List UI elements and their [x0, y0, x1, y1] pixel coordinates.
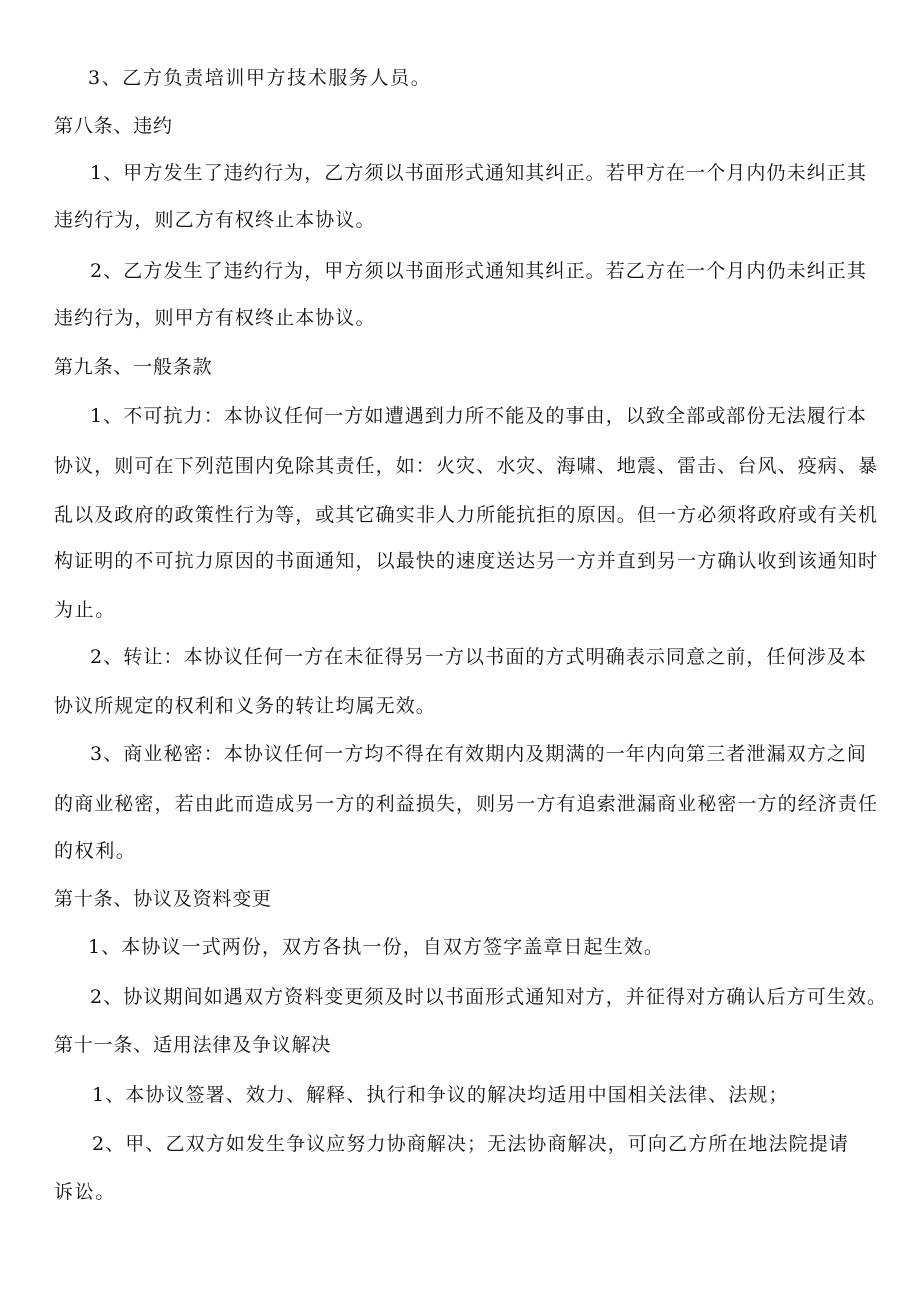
article-9-item-1-line-2: 协议，则可在下列范围内免除其责任，如：火灾、水灾、海啸、地震、雷击、台风、疫病、暴 — [54, 455, 879, 477]
article-10-item-2: 2、协议期间如遇双方资料变更须及时以书面形式通知对方，并征得对方确认后方可生效。 — [90, 986, 888, 1008]
article-9-item-1-line-5: 为止。 — [54, 599, 116, 621]
article-11-item-2-line-1: 2、甲、乙双方如发生争议应努力协商解决；无法协商解决，可向乙方所在地法院提请 — [92, 1133, 849, 1155]
article-8-heading: 第八条、违约 — [54, 115, 173, 137]
article-9-item-1-line-4: 构证明的不可抗力原因的书面通知，以最快的速度送达另一方并直到另一方确认收到该通知时 — [54, 550, 879, 572]
article-8-item-2-line-1: 2、乙方发生了违约行为，甲方须以书面形式通知其纠正。若乙方在一个月内仍未纠正其 — [90, 260, 867, 282]
article-8-item-1-line-2: 违约行为，则乙方有权终止本协议。 — [54, 209, 376, 231]
article-11-heading: 第十一条、适用法律及争议解决 — [54, 1034, 332, 1056]
article-8-item-1-line-1: 1、甲方发生了违约行为，乙方须以书面形式通知其纠正。若甲方在一个月内仍未纠正其 — [90, 162, 867, 184]
article-9-heading: 第九条、一般条款 — [54, 356, 213, 378]
article-9-item-3-line-1: 3、商业秘密：本协议任何一方均不得在有效期内及期满的一年内向第三者泄漏双方之间 — [90, 743, 867, 765]
article-11-item-1: 1、本协议签署、效力、解释、执行和争议的解决均适用中国相关法律、法规； — [92, 1084, 789, 1106]
article-9-item-1-line-3: 乱以及政府的政策性行为等，或其它确实非人力所能抗拒的原因。但一方必须将政府或有关机 — [54, 504, 879, 526]
article-10-item-1: 1、本协议一式两份，双方各执一份，自双方签字盖章日起生效。 — [88, 936, 664, 958]
article-8-item-2-line-2: 违约行为，则甲方有权终止本协议。 — [54, 307, 376, 329]
article-11-item-2-line-2: 诉讼。 — [54, 1181, 116, 1203]
article-9-item-2-line-2: 协议所规定的权利和义务的转让均属无效。 — [54, 695, 436, 717]
article-9-item-2-line-1: 2、转让：本协议任何一方在未征得另一方以书面的方式明确表示同意之前，任何涉及本 — [90, 646, 867, 668]
article-10-heading: 第十条、协议及资料变更 — [54, 888, 272, 910]
article-9-item-1-line-1: 1、不可抗力：本协议任何一方如遭遇到力所不能及的事由，以致全部或部份无法履行本 — [90, 405, 867, 427]
clause-7-item-3: 3、乙方负责培训甲方技术服务人员。 — [88, 67, 432, 89]
article-9-item-3-line-3: 的权利。 — [54, 840, 137, 862]
article-9-item-3-line-2: 的商业秘密，若由此而造成另一方的利益损失，则另一方有追索泄漏商业秘密一方的经济责任 — [54, 793, 879, 815]
